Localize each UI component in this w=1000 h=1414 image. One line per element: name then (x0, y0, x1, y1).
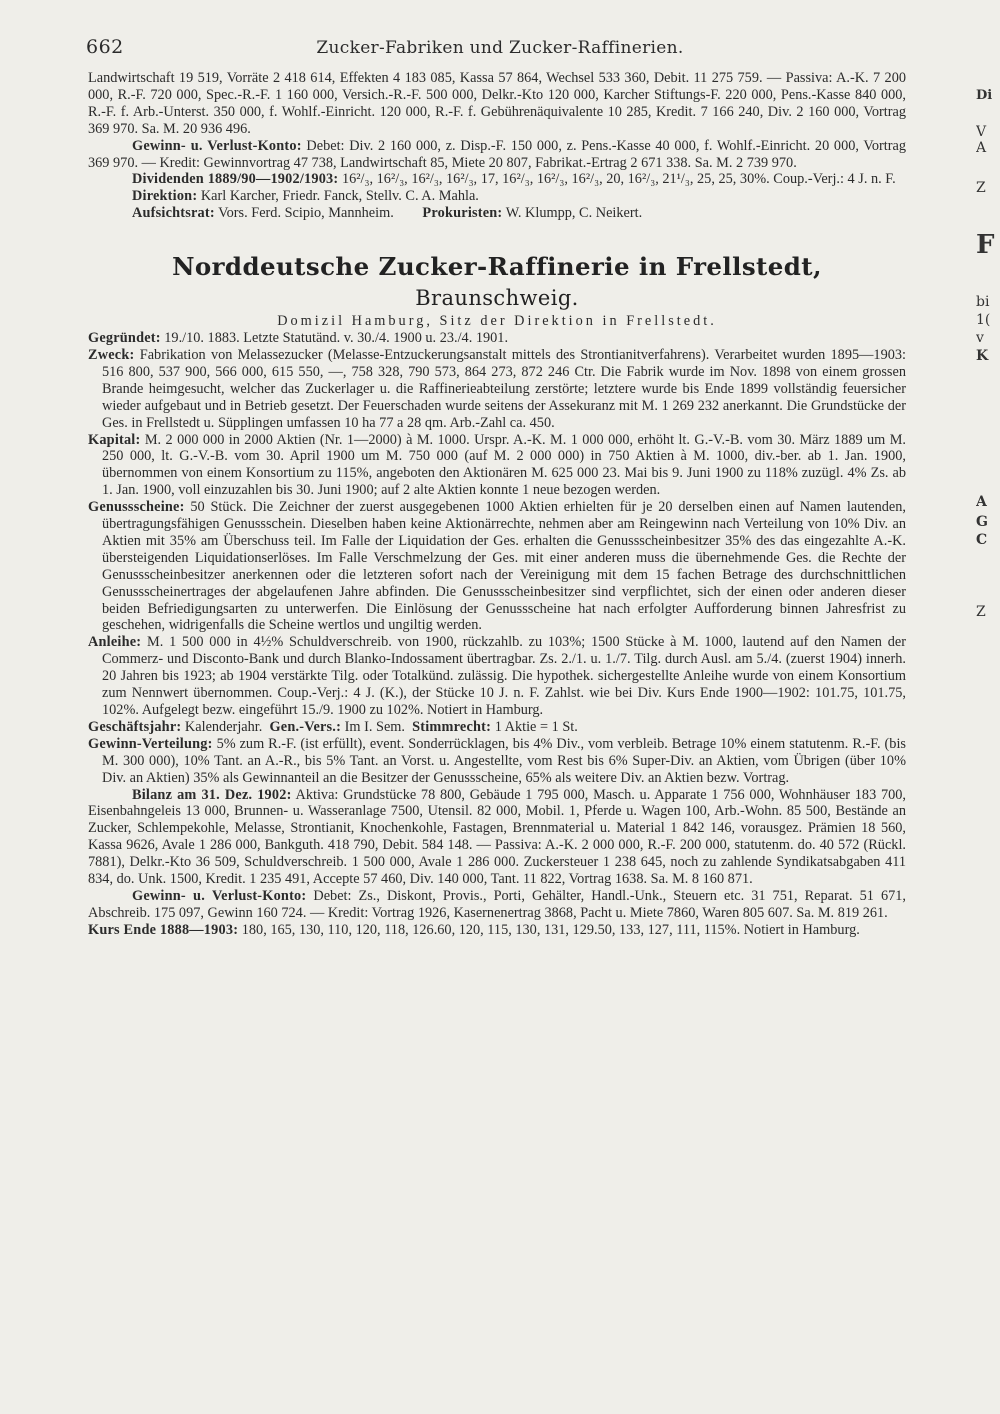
section-genussscheine (88, 499, 906, 634)
section-label: Gen.-Vers.: (269, 718, 342, 735)
section-text: 5% zum R.-F. (ist erfüllt), event. Sonderrücklagen, bis 4% Div., vom verbleib. Betrage 10% einem statutenm. R.-F. (bis M. 300 000), 10% Tant. an A.-R., bis 5% Tant. an Vorst. u. Angestellte, vom Rest bis 6% Super-Div. an Aktien, vom Übrigen (über 10% Div. an Aktien) 35% als Gewinnanteil an die Besitzer der Genussscheine, 65% als weitere Div. an Aktien bezw. Vortrag. (102, 735, 906, 786)
section-label: Dividenden 1889/90—1902/1903: (132, 171, 339, 188)
previous-balance-continuation: Landwirtschaft 19 519, Vorräte 2 418 614, Effekten 4 183 085, Kassa 57 864, Wechsel 533 360, Debit. 11 275 759. — Passiva: A.-K. 7 200 000, R.-F. 720 000, Spec.-R.-F. 1 160 000, Versich.-R.-F. 500 000, Delkr.-Kto 120 000, Karcher Stiftungs-F. 220 000, Pens.-Kasse 840 000, R.-F. f. Arb.-Unterst. 350 000, f. Wohlf.-Einricht. 120 000, R.-F. f. Gebührenäquivalente 10 285, Kredit. 7 166 240, Div. 2 160 000, Vortrag 369 970. Sa. M. 20 936 496. (88, 70, 906, 137)
edge-fragment: A (976, 140, 987, 156)
section-text: 50 Stück. Die Zeichner der zuerst ausgegebenen 1000 Aktien erhielten für je 20 derselben einen auf Namen lautenden, übertragungsfähigen Genussschein. Dieselben haben keine Aktionärrechte, nehmen aber am Reingewinn nach Verteilung von 10% Div. an Aktien mit 35% am Überschuss teil. Im Falle der Liquidation der Ges. erhalten die Genussscheinbesitzer 35% des das eingezahlte A.-K. übersteigenden Liquidationserlöses. Im Falle Verschmelzung der Ges. mit einer anderen muss die übernehmende Ges. die Rechte der Genussscheinbesitzer anerkennen oder die letzteren sofort nach der Vereinigung mit dem 15 fachen Betrage des durchschnittlichen Genussscheinertrages der abgelaufenen Jahre abfinden. Die Genussscheinbesitzer sind verpflichtet, sich der einen oder anderen dieser beiden Befriedigungsarten zu unterwerfen. Die Einlösung der Genussscheine hat nach erfolgter Aufforderung binnen Jahresfrist zu geschehen, widrigenfalls die Scheine wertlos und ungiltig werden. (102, 499, 906, 634)
running-title: Zucker-Fabriken und Zucker-Raffinerien. (316, 38, 684, 58)
section-kurs (88, 922, 906, 939)
section-text: Karl Karcher, Friedr. Fanck, Stellv. C. A. Mahla. (200, 188, 479, 205)
section-text: Kalenderjahr. (184, 718, 263, 735)
edge-fragment: Di (976, 88, 993, 103)
section-text: W. Klumpp, C. Neikert. (505, 205, 643, 222)
section-text: 1 Aktie = 1 St. (494, 718, 578, 735)
edge-fragment: bi (976, 294, 990, 310)
prev-dividenden (88, 171, 906, 188)
section-text: M. 1 500 000 in 4½% Schuldverschreib. von 1900, rückzahlb. zu 103%; 1500 Stücke à M. 1000, lautend auf den Namen der Commerz- und Disconto-Bank und durch Blanko-Indossament übertragbar. Zs. 2./1. u. 1./7. Tilg. durch Ausl. am 5./4. (zuerst 1904) innerh. 20 Jahren bis 1923; ab 1904 verstärkte Tilg. oder Totalkünd. zulässig. Die hypothek. sichergestellte Anleihe wurde von einem Konsortium zum Nennwert übernommen. Coup.-Verj.: 4 J. (K.), der Stücke 10 J. n. F. Zahlst. wie bei Div. Kurs Ende 1900—1902: 101.75, 101.75, 102%. Aufgelegt bezw. eingeführt 15./9. 1900 zu 102%. Notiert in Hamburg. (102, 634, 906, 718)
section-label: Direktion: (132, 188, 198, 205)
section-text: Debet: Div. 2 160 000, z. Disp.-F. 150 000, z. Pens.-Kasse 40 000, f. Wohlf.-Einricht. 20 000, Vortrag 369 970. — Kredit: Gewinnvortrag 47 738, Landwirtschaft 85, Miete 20 807, Fabrikat.-Ertrag 2 671 338. Sa. M. 2 739 970. (88, 137, 906, 171)
section-label: Gegründet: (88, 330, 161, 347)
section-kapital (88, 432, 906, 500)
section-geschaeftsjahr (88, 719, 906, 736)
section-text: Aktiva: Grundstücke 78 800, Gebäude 1 795 000, Masch. u. Apparate 1 756 000, Wohnhäuser 183 700, Eisenbahngeleis 13 000, Brunnen- u. Wasseranlage 7500, Utensil. 82 000, Mobil. 1, Pferde u. Wagen 100, Arb.-Wohn. 85 500, Bestände an Zucker, Schlempekohle, Melasse, Strontianit, Knochenkohle, Fastagen, Brennmaterial u. Material 1 842 146, vorausgez. Prämien 18 560, Kassa 9626, Avale 1 286 000, Bankguth. 418 790, Debit. 584 148. — Passiva: A.-K. 2 000 000, R.-F. 200 000, statutenm. do. 40 572 (Rückl. 7881), Delkr.-Kto 36 509, Schuldverschreib. 1 500 000, Avale 1 286 000. Zuckersteuer 1 238 645, noch zu zahlende Syndikatsabgaben 411 834, do. Unk. 1500, Kredit. 1 235 491, Accepte 57 460, Div. 140 000, Tant. 11 822, Vortrag 1638. Sa. M. 8 160 871. (88, 786, 906, 888)
section-label: Kurs Ende 1888—1903: (88, 921, 239, 938)
prev-direktion (88, 188, 906, 205)
section-label: Gewinn-Verteilung: (88, 735, 213, 752)
edge-fragment: K (976, 348, 989, 364)
section-text: Debet: Zs., Diskont, Provis., Porti, Gehälter, Handl.-Unk., Steuern etc. 31 751, Reparat. 51 671, Abschreib. 175 097, Gewinn 160 724. — Kredit: Vortrag 1926, Kasernenertrag 3868, Pacht u. Miete 7860, Waren 805 607. Sa. M. 819 261. (88, 887, 906, 921)
section-zweck (88, 347, 906, 432)
section-label: Zweck: (88, 346, 135, 363)
section-label: Stimmrecht: (412, 718, 492, 735)
section-gewinn-verteilung (88, 736, 906, 787)
prev-gewinn-verlust (88, 138, 906, 172)
section-label: Anleihe: (88, 634, 142, 651)
section-label: Geschäftsjahr: (88, 718, 182, 735)
edge-fragment: C (976, 532, 988, 548)
section-text: 19./10. 1883. Letzte Statutänd. v. 30./4. 1900 u. 23./4. 1901. (164, 330, 509, 347)
section-gegruendet (88, 330, 906, 347)
section-label: Bilanz am 31. Dez. 1902: (132, 786, 292, 803)
section-label: Genussscheine: (88, 499, 185, 516)
section-text: 16²/₃, 16²/₃, 16²/₃, 16²/₃, 17, 16²/₃, 16²/₃, 16²/₃, 20, 16²/₃, 21¹/₃, 25, 25, 30%. Coup.-Verj.: 4 J. n. F. (341, 171, 896, 188)
edge-fragment: Z (976, 180, 986, 196)
prev-aufsichtsrat (88, 205, 906, 222)
section-bilanz (88, 787, 906, 888)
company-domicile: Domizil Hamburg, Sitz der Direktion in Frellstedt. (277, 313, 717, 330)
page-number: 662 (86, 36, 124, 58)
section-gewinn-verlust (88, 888, 906, 922)
company-title (88, 252, 906, 313)
article-body (88, 70, 906, 939)
section-label: Kapital: (88, 431, 141, 448)
section-label: Aufsichtsrat: (132, 205, 215, 222)
edge-fragment: v (976, 330, 984, 346)
section-text: Fabrikation von Melassezucker (Melasse-Entzuckerungsanstalt mittels des Strontianitverfahrens). Verarbeitet wurden 1895—1903: 516 800, 537 900, 566 000, 615 550, —, 758 328, 790 573, 864 273, 872 246 Ctr. Die Fabrik wurde im Nov. 1898 von einem grossen Brande heimgesucht, welcher das Zuckerlager u. die Raffinerieabteilung zerstörte; letztere wurde bis Ende 1899 vollständig feuersicher wieder aufgebaut und in Betrieb gesetzt. Der Feuerschaden wurde seitens der Assekuranz mit M. 1 269 232 anerkannt. Die Grundstücke der Ges. in Frellstedt u. Süpplingen umfassen 10 ha 77 a 28 qm. Arb.-Zahl ca. 450. (102, 346, 906, 431)
edge-fragment: F (976, 230, 995, 260)
edge-fragment: A (976, 494, 987, 510)
section-label: Prokuristen: (422, 205, 503, 222)
section-label: Gewinn- u. Verlust-Konto: (132, 137, 302, 154)
section-anleihe (88, 634, 906, 719)
section-text: M. 2 000 000 in 2000 Aktien (Nr. 1—2000) à M. 1000. Urspr. A.-K. M. 1 000 000, erhöht lt. G.-V.-B. vom 30. März 1889 um M. 250 000, lt. G.-V.-B. vom 30. April 1900 um M. 750 000 (auf M. 2 000 000) in 750 Aktien à M. 1000, div.-ber. ab 1. Jan. 1900, übernommen von einem Konsortium zu 115%, angeboten den Aktionären M. 625 000 23. Mai bis 9. Juni 1900 zu 118% zuzügl. 4% Zs. ab 1. Jan. 1900, voll einzuzahlen bis 30. Juni 1900; auf 2 alte Aktien konnte 1 neue bezogen werden. (102, 431, 906, 499)
section-text: Im I. Sem. (344, 718, 405, 735)
section-label: Gewinn- u. Verlust-Konto: (132, 887, 307, 904)
section-text: 180, 165, 130, 110, 120, 118, 126.60, 120, 115, 130, 131, 129.50, 133, 127, 111, 115%. Notiert in Hamburg. (241, 921, 860, 938)
edge-fragment: Z (976, 604, 986, 620)
company-city: Braunschweig. (415, 286, 579, 311)
section-text: Vors. Ferd. Scipio, Mannheim. (218, 205, 394, 222)
edge-fragment: V (976, 124, 987, 140)
company-name: Norddeutsche Zucker-Raffinerie in Frellstedt, (172, 252, 822, 282)
edge-fragment: G (976, 514, 988, 530)
edge-fragment: 1( (976, 312, 991, 328)
